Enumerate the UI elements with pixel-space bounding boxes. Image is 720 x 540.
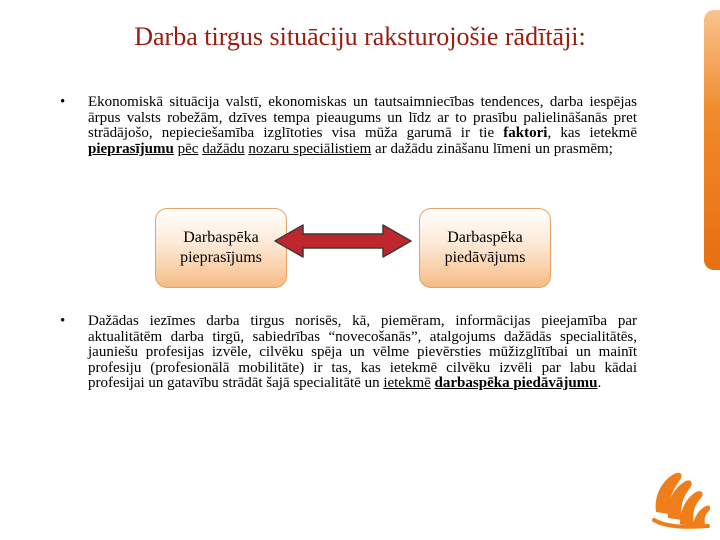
p1-underlined-demand: pieprasījumu xyxy=(88,140,174,157)
orange-edge-tab xyxy=(704,10,720,270)
paragraph-factors-demand xyxy=(88,95,637,157)
slide-title: Darba tirgus situāciju raksturojošie rādītāji: xyxy=(134,22,586,51)
p2-text-a: Dažādas iezīmes darba tirgus norisēs, kā, piemēram, informācijas pieejamība par aktualitātēm darba tirgū, sabiedrības “novecošanās”, atalgojums dažādās specialitātēs, jauniešu profesijas izvēle, cilvēku spēja un vēlme pievērsties mūžizglītībai un mainīt profesiju (profesionālā mobilitāte) ir tas, kas ietekmē cilvēku izvēli par labu kādai profesijai un gatavību strādāt šajā specialitātē un xyxy=(88,313,637,391)
double-arrow-icon xyxy=(273,223,413,259)
hands-logo-icon xyxy=(650,464,712,530)
bullet-1: • xyxy=(60,94,66,110)
p2-underlined-supply: darbaspēka piedāvājumu xyxy=(434,375,598,391)
p1-text-end: ar dažādu zināšanu līmeni un prasmēm; xyxy=(371,140,613,157)
p1-bold-factors: faktori xyxy=(503,125,548,141)
p1-text-a: Ekonomiskā situācija valstī, ekonomiskas un tautsaimniecības tendences, darba iespējas ārpus valsts robežām, dzīves tempa pieaugums un līdz ar to prasību palielināšanās pret strādājošo, nepieciešamība izglītoties visa mūža garumā ir tie xyxy=(88,94,637,141)
p2-underlined-ietekme: ietekmē xyxy=(383,375,431,391)
p1-underlined-dazadu: dažādu xyxy=(202,140,245,157)
labor-demand-box: Darbaspēka pieprasījums xyxy=(155,208,287,288)
labor-supply-box: Darbaspēka piedāvājums xyxy=(419,208,551,288)
bullet-2: • xyxy=(60,313,66,329)
p1-underlined-pec: pēc xyxy=(177,140,199,157)
paragraph-factors-supply: Dažādas iezīmes darba tirgus norisēs, kā, piemēram, informācijas pieejamība par aktualitātēm darba tirgū, sabiedrības “novecošanās”, atalgojums dažādās specialitātēs, jauniešu profesijas izvēle, cilvēku spēja un vēlme pievērsties mūžizglītībai un mainīt profesiju (profesionālā mobilitāte) ir tas, kas ietekmē cilvēku izvēli par labu kādai profesijai un gatavību strādāt šajā specialitātē un ietekmē darbaspēka piedāvājumu. xyxy=(88,313,637,391)
p1-text-b: , kas ietekmē xyxy=(547,125,637,141)
p1-underlined-specialists: nozaru speciālistiem xyxy=(248,140,372,157)
